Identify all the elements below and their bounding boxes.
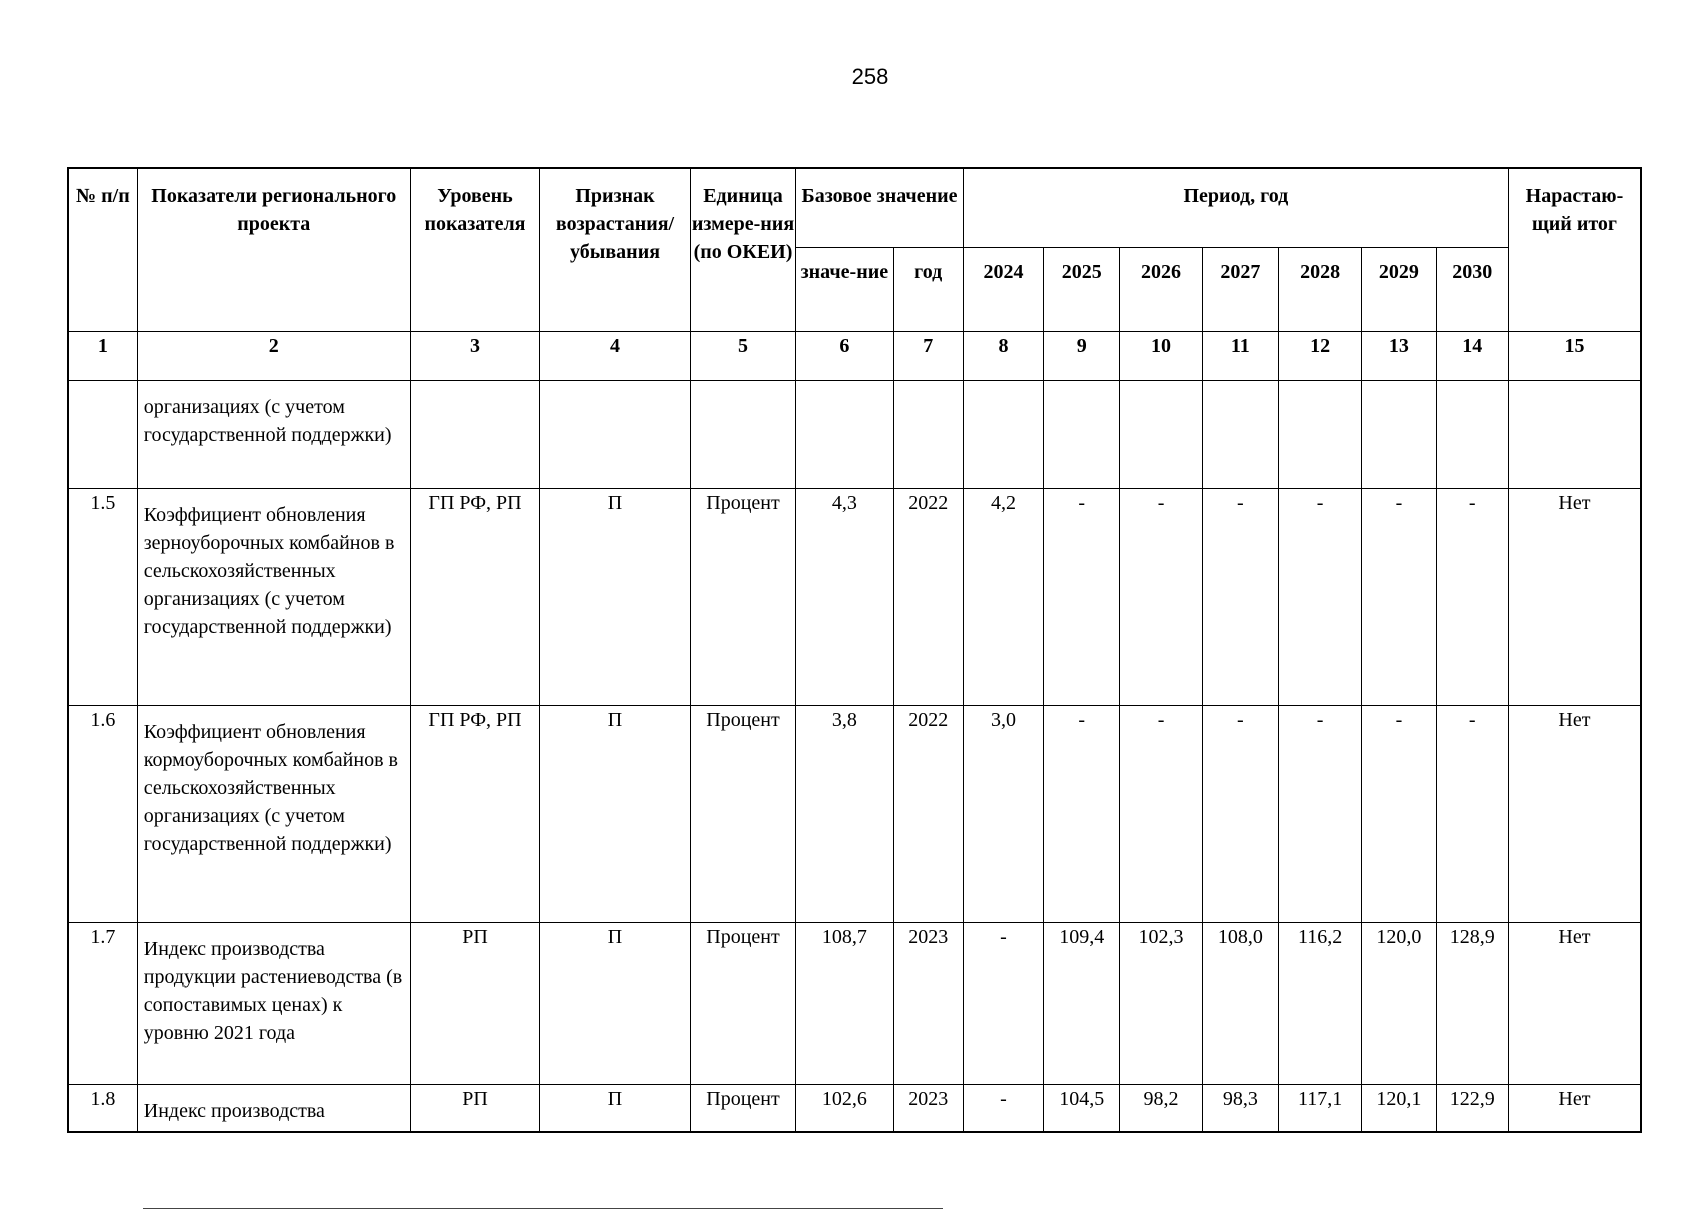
base-year: 2022 xyxy=(893,705,963,922)
year-value xyxy=(1278,380,1361,488)
indicator-level: ГП РФ, РП xyxy=(410,705,539,922)
page-number: 258 xyxy=(851,64,889,89)
indicator-sign: П xyxy=(540,922,691,1084)
cumulative-value: Нет xyxy=(1508,705,1641,922)
base-value: 108,7 xyxy=(796,922,893,1084)
year-value: - xyxy=(1436,705,1508,922)
table-row xyxy=(68,488,1641,705)
header-year-2030: 2030 xyxy=(1436,247,1508,331)
year-value xyxy=(1362,380,1436,488)
year-value: 116,2 xyxy=(1278,922,1361,1084)
row-number: 1.6 xyxy=(68,705,137,922)
indicator-name: Индекс производства продукции растениеводства (в сопоставимых ценах) к уровню 2021 года xyxy=(137,922,410,1084)
column-number: 11 xyxy=(1202,331,1278,380)
year-value: 128,9 xyxy=(1436,922,1508,1084)
year-value: 4,2 xyxy=(963,488,1043,705)
base-year xyxy=(893,380,963,488)
column-number: 8 xyxy=(963,331,1043,380)
table-row xyxy=(68,380,1641,488)
year-value: - xyxy=(1044,705,1120,922)
base-year: 2022 xyxy=(893,488,963,705)
column-number: 5 xyxy=(690,331,795,380)
header-sign: Признак возрастания/ убывания xyxy=(540,168,691,331)
cumulative-value: Нет xyxy=(1508,488,1641,705)
year-value: - xyxy=(1044,488,1120,705)
indicator-level: ГП РФ, РП xyxy=(410,488,539,705)
cumulative-value xyxy=(1508,380,1641,488)
column-number: 13 xyxy=(1362,331,1436,380)
year-value: 98,2 xyxy=(1120,1084,1202,1132)
row-number xyxy=(68,380,137,488)
column-number: 2 xyxy=(137,331,410,380)
year-value: - xyxy=(1120,705,1202,922)
year-value xyxy=(963,380,1043,488)
year-value: - xyxy=(963,1084,1043,1132)
column-number: 12 xyxy=(1278,331,1361,380)
indicator-name: организациях (с учетом государственной поддержки) xyxy=(137,380,410,488)
year-value: 104,5 xyxy=(1044,1084,1120,1132)
year-value xyxy=(1120,380,1202,488)
row-number: 1.8 xyxy=(68,1084,137,1132)
year-value: 120,1 xyxy=(1362,1084,1436,1132)
year-value: - xyxy=(1362,705,1436,922)
header-year-2024: 2024 xyxy=(963,247,1043,331)
indicator-unit: Процент xyxy=(690,488,795,705)
header-base-value: значе-ние xyxy=(796,247,893,331)
year-value: 3,0 xyxy=(963,705,1043,922)
column-number: 14 xyxy=(1436,331,1508,380)
header-year-2027: 2027 xyxy=(1202,247,1278,331)
header-year-2025: 2025 xyxy=(1044,247,1120,331)
header-indicator-name: Показатели регионального проекта xyxy=(137,168,410,331)
year-value: - xyxy=(1120,488,1202,705)
base-value: 102,6 xyxy=(796,1084,893,1132)
column-number: 4 xyxy=(540,331,691,380)
indicator-sign: П xyxy=(540,705,691,922)
base-value: 3,8 xyxy=(796,705,893,922)
indicator-unit xyxy=(690,380,795,488)
column-number: 9 xyxy=(1044,331,1120,380)
header-period-group: Период, год xyxy=(963,168,1508,247)
year-value xyxy=(1202,380,1278,488)
year-value: - xyxy=(1278,488,1361,705)
indicator-name: Коэффициент обновления кормоуборочных комбайнов в сельскохозяйственных организациях (с учетом государственной поддержки) xyxy=(137,705,410,922)
row-number: 1.5 xyxy=(68,488,137,705)
cumulative-value: Нет xyxy=(1508,1084,1641,1132)
base-value xyxy=(796,380,893,488)
indicator-name: Индекс производства xyxy=(137,1084,410,1132)
year-value: - xyxy=(1362,488,1436,705)
indicators-table xyxy=(67,167,1642,1133)
header-year-2029: 2029 xyxy=(1362,247,1436,331)
year-value: 108,0 xyxy=(1202,922,1278,1084)
table-row xyxy=(68,705,1641,922)
header-cumulative: Нарастаю-щий итог xyxy=(1508,168,1641,331)
base-value: 4,3 xyxy=(796,488,893,705)
indicator-sign: П xyxy=(540,1084,691,1132)
header-base-group: Базовое значение xyxy=(796,168,964,247)
year-value: - xyxy=(963,922,1043,1084)
header-unit: Единица измере-ния (по ОКЕИ) xyxy=(690,168,795,331)
year-value: 120,0 xyxy=(1362,922,1436,1084)
indicator-level xyxy=(410,380,539,488)
indicator-sign xyxy=(540,380,691,488)
column-number-row xyxy=(68,331,1641,380)
header-year-2026: 2026 xyxy=(1120,247,1202,331)
year-value: - xyxy=(1278,705,1361,922)
column-number: 3 xyxy=(410,331,539,380)
indicator-level: РП xyxy=(410,922,539,1084)
column-number: 1 xyxy=(68,331,137,380)
year-value: 109,4 xyxy=(1044,922,1120,1084)
year-value: 117,1 xyxy=(1278,1084,1361,1132)
base-year: 2023 xyxy=(893,1084,963,1132)
table-row xyxy=(68,922,1641,1084)
indicator-name: Коэффициент обновления зерноуборочных комбайнов в сельскохозяйственных организациях (с учетом государственной поддержки) xyxy=(137,488,410,705)
year-value xyxy=(1436,380,1508,488)
column-number: 6 xyxy=(796,331,893,380)
year-value: 98,3 xyxy=(1202,1084,1278,1132)
row-number: 1.7 xyxy=(68,922,137,1084)
indicator-unit: Процент xyxy=(690,1084,795,1132)
year-value: - xyxy=(1202,705,1278,922)
cumulative-value: Нет xyxy=(1508,922,1641,1084)
year-value: - xyxy=(1436,488,1508,705)
indicator-unit: Процент xyxy=(690,922,795,1084)
header-level: Уровень показателя xyxy=(410,168,539,331)
indicator-sign: П xyxy=(540,488,691,705)
header-base-year: год xyxy=(893,247,963,331)
indicator-unit: Процент xyxy=(690,705,795,922)
header-year-2028: 2028 xyxy=(1278,247,1361,331)
column-number: 15 xyxy=(1508,331,1641,380)
year-value: - xyxy=(1202,488,1278,705)
indicator-level: РП xyxy=(410,1084,539,1132)
table-row xyxy=(68,1084,1641,1132)
year-value: 102,3 xyxy=(1120,922,1202,1084)
header-number: № п/п xyxy=(68,168,137,331)
column-number: 10 xyxy=(1120,331,1202,380)
year-value: 122,9 xyxy=(1436,1084,1508,1132)
base-year: 2023 xyxy=(893,922,963,1084)
year-value xyxy=(1044,380,1120,488)
column-number: 7 xyxy=(893,331,963,380)
